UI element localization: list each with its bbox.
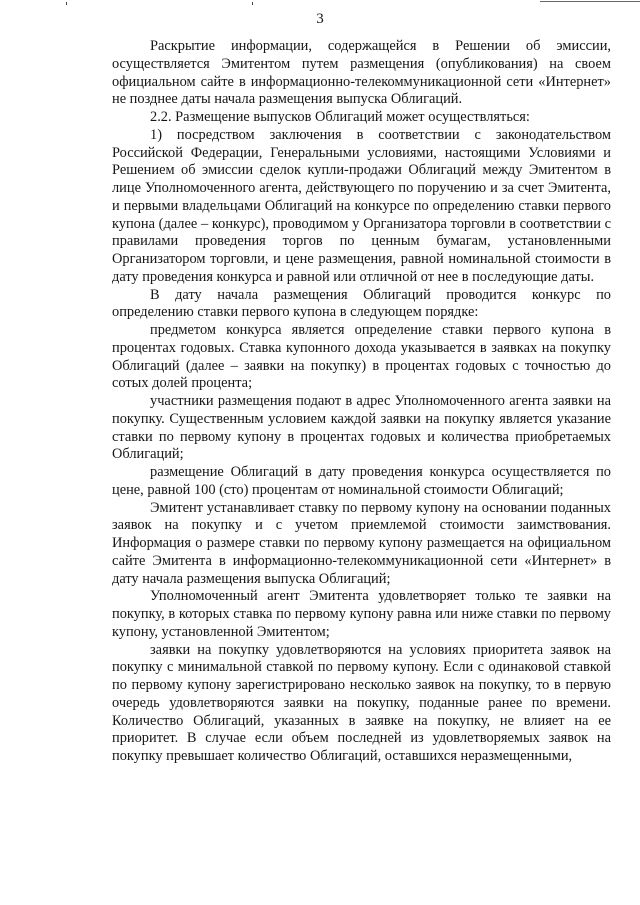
paragraph-placement-price: размещение Облигаций в дату проведения конкурса осуществляется по цене, равной 100 (сто) процентам от номинальной стоимости Облигаций; bbox=[112, 464, 611, 498]
paragraph-rate-setting: Эмитент устанавливает ставку по первому купону на основании поданных заявок на покупку и с учетом приемлемой стоимости заимствования. Информация о размере ставки по первому купону размещается на официальном сайте Эмитента в информационно-телекоммуникационной сети «Интернет» в дату начала размещения выпуска Облигаций; bbox=[112, 499, 611, 587]
scan-mark bbox=[252, 2, 253, 5]
document-body bbox=[112, 38, 611, 766]
paragraph-priority-rules: заявки на покупку удовлетворяются на условиях приоритета заявок на покупку с минимальной ставкой по первому купону. Если с одинаковой ставкой по первому купону зарегистрировано несколько заявок на покупку, то в первую очередь удовлетворяются заявки на покупку, поданные ранее по времени. Количество Облигаций, указанных в заявке на покупку, не влияет на ее приоритет. В случае если объем последней из удовлетворяемых заявок на покупку превышает количество Облигаций, оставшихся неразмещенными, bbox=[112, 641, 611, 764]
paragraph-disclosure: Раскрытие информации, содержащейся в Решении об эмиссии, осуществляется Эмитентом путем размещения (опубликования) на своем официальном сайте в информационно-телекоммуникационной сети «Интернет» не позднее даты начала размещения выпуска Облигаций. bbox=[112, 38, 611, 108]
paragraph-section-2-2: 2.2. Размещение выпусков Облигаций может осуществляться: bbox=[150, 109, 530, 125]
paragraph-agent-satisfies: Уполномоченный агент Эмитента удовлетворяет только те заявки на покупку, в которых ставка по первому купону равна или ниже ставки по первому купону, установленной Эмитентом; bbox=[112, 588, 611, 640]
paragraph-item-1: 1) посредством заключения в соответствии с законодательством Российской Федерации, Генеральными условиями, настоящими Условиями и Решением об эмиссии сделок купли-продажи Облигаций между Эмитентом в лице Уполномоченного агента, действующего по поручению и за счет Эмитента, и первыми владельцами Облигаций на конкурсе по определению ставки первого купона (далее – конкурс), проводимом у Организатора торговли в соответствии с правилами проведения торгов по ценным бумагам, установленными Организатором торговли, и цене размещения, равной номинальной стоимости в дату проведения конкурса и равной или отличной от нее в последующие даты. bbox=[112, 126, 611, 285]
paragraph-auction-intro: В дату начала размещения Облигаций проводится конкурс по определению ставки первого купона в следующем порядке: bbox=[112, 286, 611, 321]
scan-mark bbox=[66, 2, 67, 5]
paragraph-auction-subject: предметом конкурса является определение ставки первого купона в процентах годовых. Ставка купонного дохода указывается в заявках на покупку Облигаций (далее – заявки на покупку) в процентах годовых с точностью до сотых долей процента; bbox=[112, 322, 611, 392]
page-number: 3 bbox=[316, 11, 324, 27]
paragraph-bid-submission: участники размещения подают в адрес Уполномоченного агента заявки на покупку. Существенным условием каждой заявки на покупку является указание ставки по первому купону в процентах годовых и количества приобретаемых Облигаций; bbox=[112, 393, 611, 463]
scan-mark bbox=[540, 1, 640, 2]
